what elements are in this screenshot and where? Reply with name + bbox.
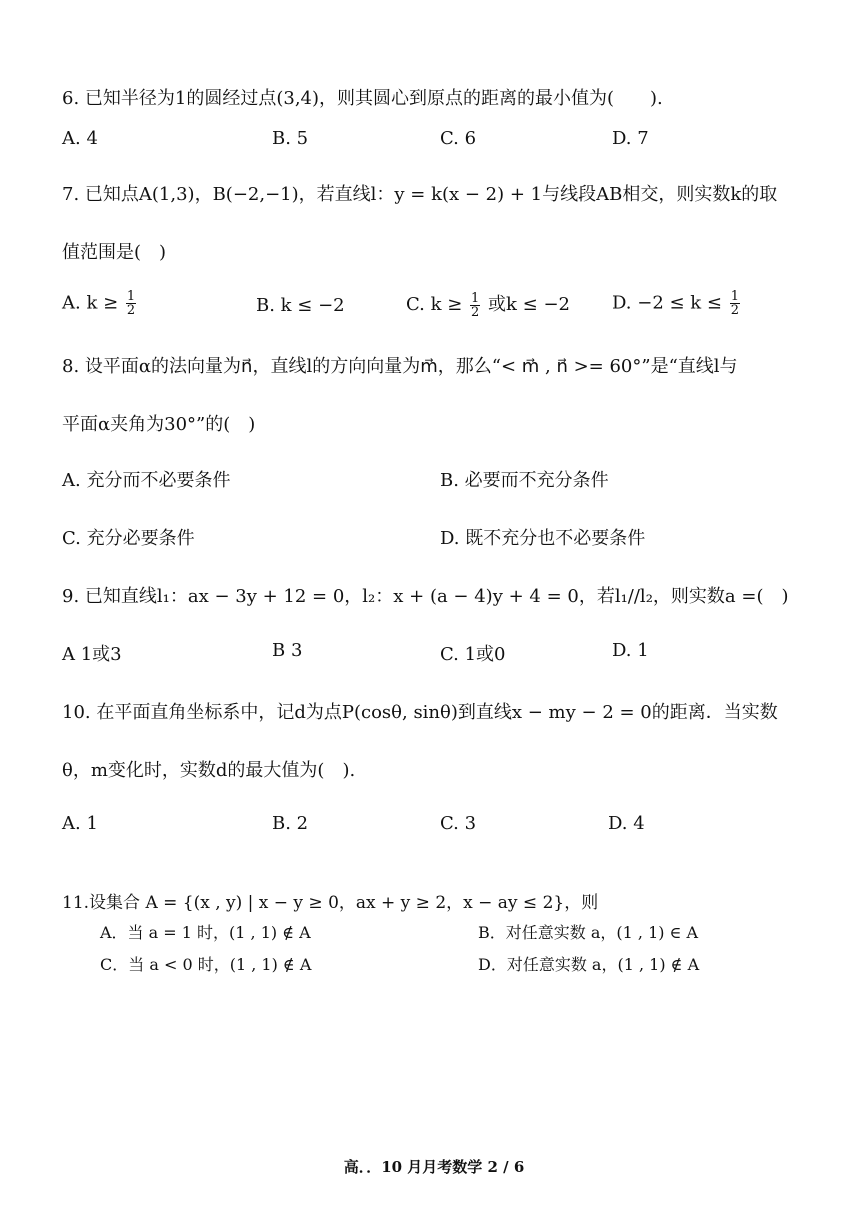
question-6-stem: 6. 已知半径为1的圆经过点(3,4)，则其圆心到原点的距离的最小值为( ). [62,88,663,109]
question-11-option-d: D．对任意实数 a，(1 , 1) ∉ A [478,955,700,974]
question-9-stem: 9. 已知直线l₁：ax − 3y + 12 = 0，l₂：x + (a − 4)y + 4 = 0，若l₁//l₂，则实数a =( ) [62,586,789,607]
question-9-option-d: D. 1 [612,640,649,661]
question-7-stem-line2: 值范围是( ) [62,242,167,263]
page-footer: 高．．10 月月考数学 2 / 6 [343,1158,525,1176]
question-8-stem-line1: 8. 设平面α的法向量为n⃗，直线l的方向向量为m⃗，那么“< m⃗ , n⃗ >= 60°”是“直线l与 [62,356,738,377]
question-8-option-b: B. 必要而不充分条件 [440,470,609,491]
question-10-stem-line2: θ，m变化时，实数d的最大值为( ). [62,760,356,781]
question-11-stem: 11.设集合 A = {(x , y) | x − y ≥ 0，ax + y ≥ 2，x − ay ≤ 2}，则 [62,893,599,913]
question-8-option-c: C. 充分必要条件 [62,528,195,549]
question-7-option-c: C. k ≥ $\frac{1}{2}$ 或k ≤ −2 [406,290,571,320]
question-7-option-b: B. k ≤ −2 [256,295,345,316]
question-6-option-b: B. 5 [272,128,309,149]
question-7-option-a: A. k ≥ $\frac{1}{2}$ [62,289,136,318]
question-9-option-c: C. 1或0 [440,644,506,665]
question-6-option-a: A. 4 [62,128,98,149]
question-9-option-a: A 1或3 [62,644,122,665]
question-11-option-a: A．当 a = 1 时，(1 , 1) ∉ A [100,923,311,942]
question-9-option-b: B 3 [272,640,303,661]
question-10-option-b: B. 2 [272,813,309,834]
question-8-stem-line2: 平面α夹角为30°”的( ) [62,414,256,435]
question-10-option-d: D. 4 [608,813,645,834]
question-7-option-d: D. −2 ≤ k ≤ $\frac{1}{2}$ [612,289,740,318]
question-10-stem-line1: 10. 在平面直角坐标系中，记d为点P(cosθ, sinθ)到直线x − my − 2 = 0的距离．当实数 [62,702,778,723]
question-6-option-c: C. 6 [440,128,477,149]
question-7-stem-line1: 7. 已知点A(1,3)，B(−2,−1)，若直线l：y = k(x − 2) + 1与线段AB相交，则实数k的取 [62,184,778,205]
question-6-option-d: D. 7 [612,128,649,149]
question-11-option-b: B．对任意实数 a，(1 , 1) ∈ A [478,923,699,942]
question-10-option-c: C. 3 [440,813,477,834]
question-11-option-c: C．当 a < 0 时，(1 , 1) ∉ A [100,955,312,974]
question-10-option-a: A. 1 [62,813,98,834]
question-8-option-d: D. 既不充分也不必要条件 [440,528,646,549]
question-8-option-a: A. 充分而不必要条件 [62,470,231,491]
